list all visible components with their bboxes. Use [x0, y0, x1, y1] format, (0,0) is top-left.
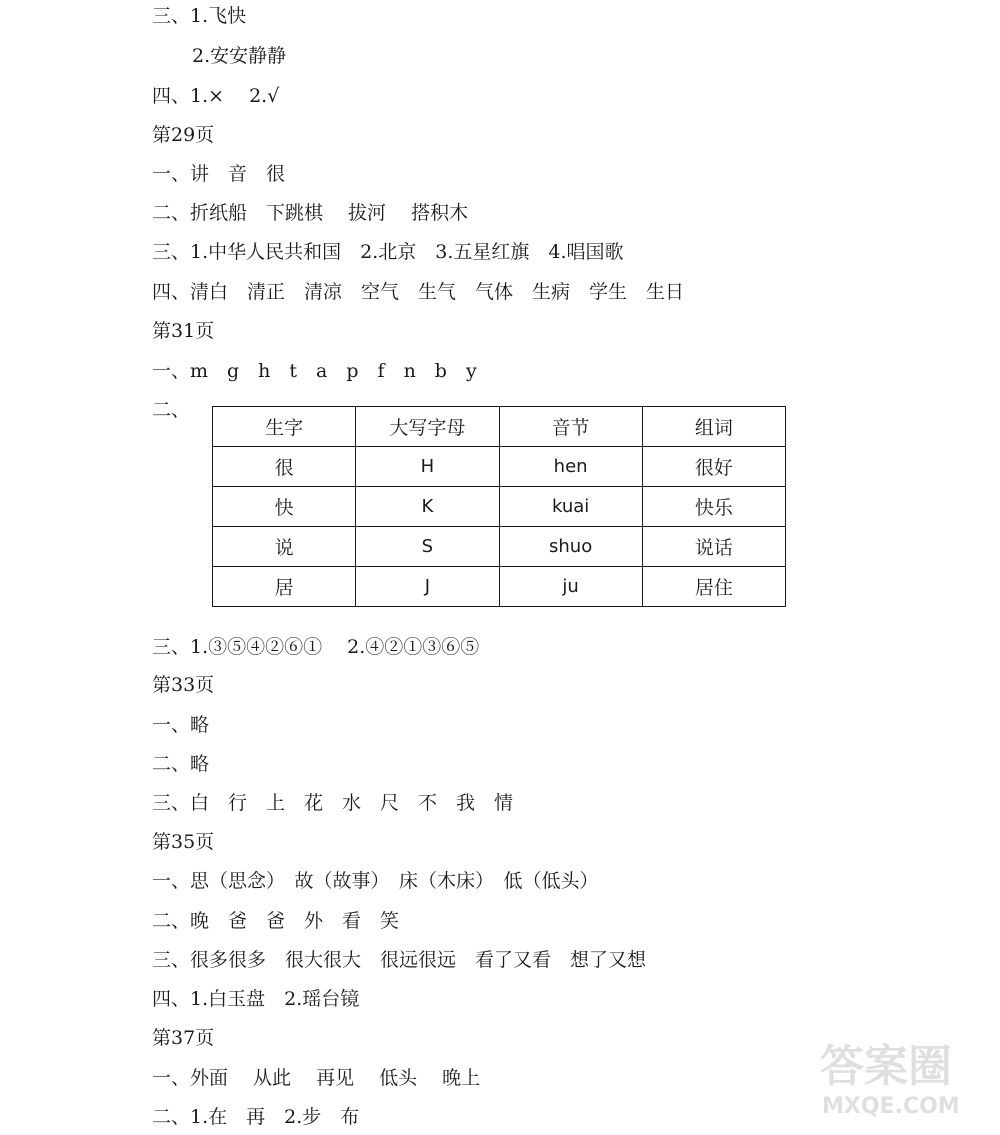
answer-line: 二、略: [152, 753, 210, 775]
answer-line: 一、讲 音 很: [152, 163, 286, 185]
answer-line: 二、晚 爸 爸 外 看 笑: [152, 910, 400, 932]
table-row: [213, 567, 786, 607]
answer-line: 三、1.飞快: [152, 5, 247, 27]
page-heading: 第31页: [152, 320, 215, 342]
table-row: [213, 487, 786, 527]
table-cell: K: [356, 487, 499, 527]
watermark-url-text: MXQE.COM: [822, 1094, 960, 1119]
table-header-cell: 大写字母: [356, 407, 499, 447]
watermark-logo-text: 答案圈: [820, 1041, 952, 1092]
answer-line: 二、1.在 再 2.步 布: [152, 1106, 360, 1128]
table-cell: kuai: [499, 487, 642, 527]
table-cell: hen: [499, 447, 642, 487]
answer-line: 2.安安静静: [192, 45, 287, 67]
table-cell: ju: [499, 567, 642, 607]
table-cell: 快乐: [642, 487, 785, 527]
table-cell: 很: [213, 447, 356, 487]
table-cell: H: [356, 447, 499, 487]
page-heading: 第35页: [152, 831, 215, 853]
table-header-row: [213, 407, 786, 447]
site-watermark: [800, 1030, 995, 1130]
table-header-cell: 组词: [642, 407, 785, 447]
answer-line: 一、略: [152, 714, 210, 736]
letters-table: [212, 406, 786, 607]
table-header-cell: 生字: [213, 407, 356, 447]
answer-line: 二、: [152, 399, 191, 421]
table-cell: 居: [213, 567, 356, 607]
answer-line: 一、m g h t a p f n b y: [152, 360, 477, 382]
table-header-cell: 音节: [499, 407, 642, 447]
page-heading: 第37页: [152, 1027, 215, 1049]
table-cell: 很好: [642, 447, 785, 487]
table-row: [213, 447, 786, 487]
answer-line: 四、清白 清正 清凉 空气 生气 气体 生病 学生 生日: [152, 281, 685, 303]
answer-line: 三、白 行 上 花 水 尺 不 我 情: [152, 792, 514, 814]
answer-line: 一、外面 从此 再见 低头 晚上: [152, 1067, 481, 1089]
answer-line: 三、很多很多 很大很大 很远很远 看了又看 想了又想: [152, 949, 647, 971]
answer-line: 四、1.白玉盘 2.瑶台镜: [152, 988, 360, 1010]
table-cell: 居住: [642, 567, 785, 607]
table-cell: J: [356, 567, 499, 607]
page-heading: 第29页: [152, 124, 215, 146]
table-cell: 说: [213, 527, 356, 567]
table-cell: shuo: [499, 527, 642, 567]
table-row: [213, 527, 786, 567]
answer-line: 三、1.③⑤④②⑥① 2.④②①③⑥⑤: [152, 636, 480, 658]
answer-line: 二、折纸船 下跳棋 拔河 搭积木: [152, 202, 469, 224]
table-cell: 快: [213, 487, 356, 527]
table-cell: 说话: [642, 527, 785, 567]
answer-line: 四、1.× 2.√: [152, 85, 280, 107]
answer-line: 一、思（思念） 故（故事） 床（木床） 低（低头）: [152, 870, 599, 892]
answer-line: 三、1.中华人民共和国 2.北京 3.五星红旗 4.唱国歌: [152, 241, 624, 263]
page-heading: 第33页: [152, 674, 215, 696]
table-cell: S: [356, 527, 499, 567]
